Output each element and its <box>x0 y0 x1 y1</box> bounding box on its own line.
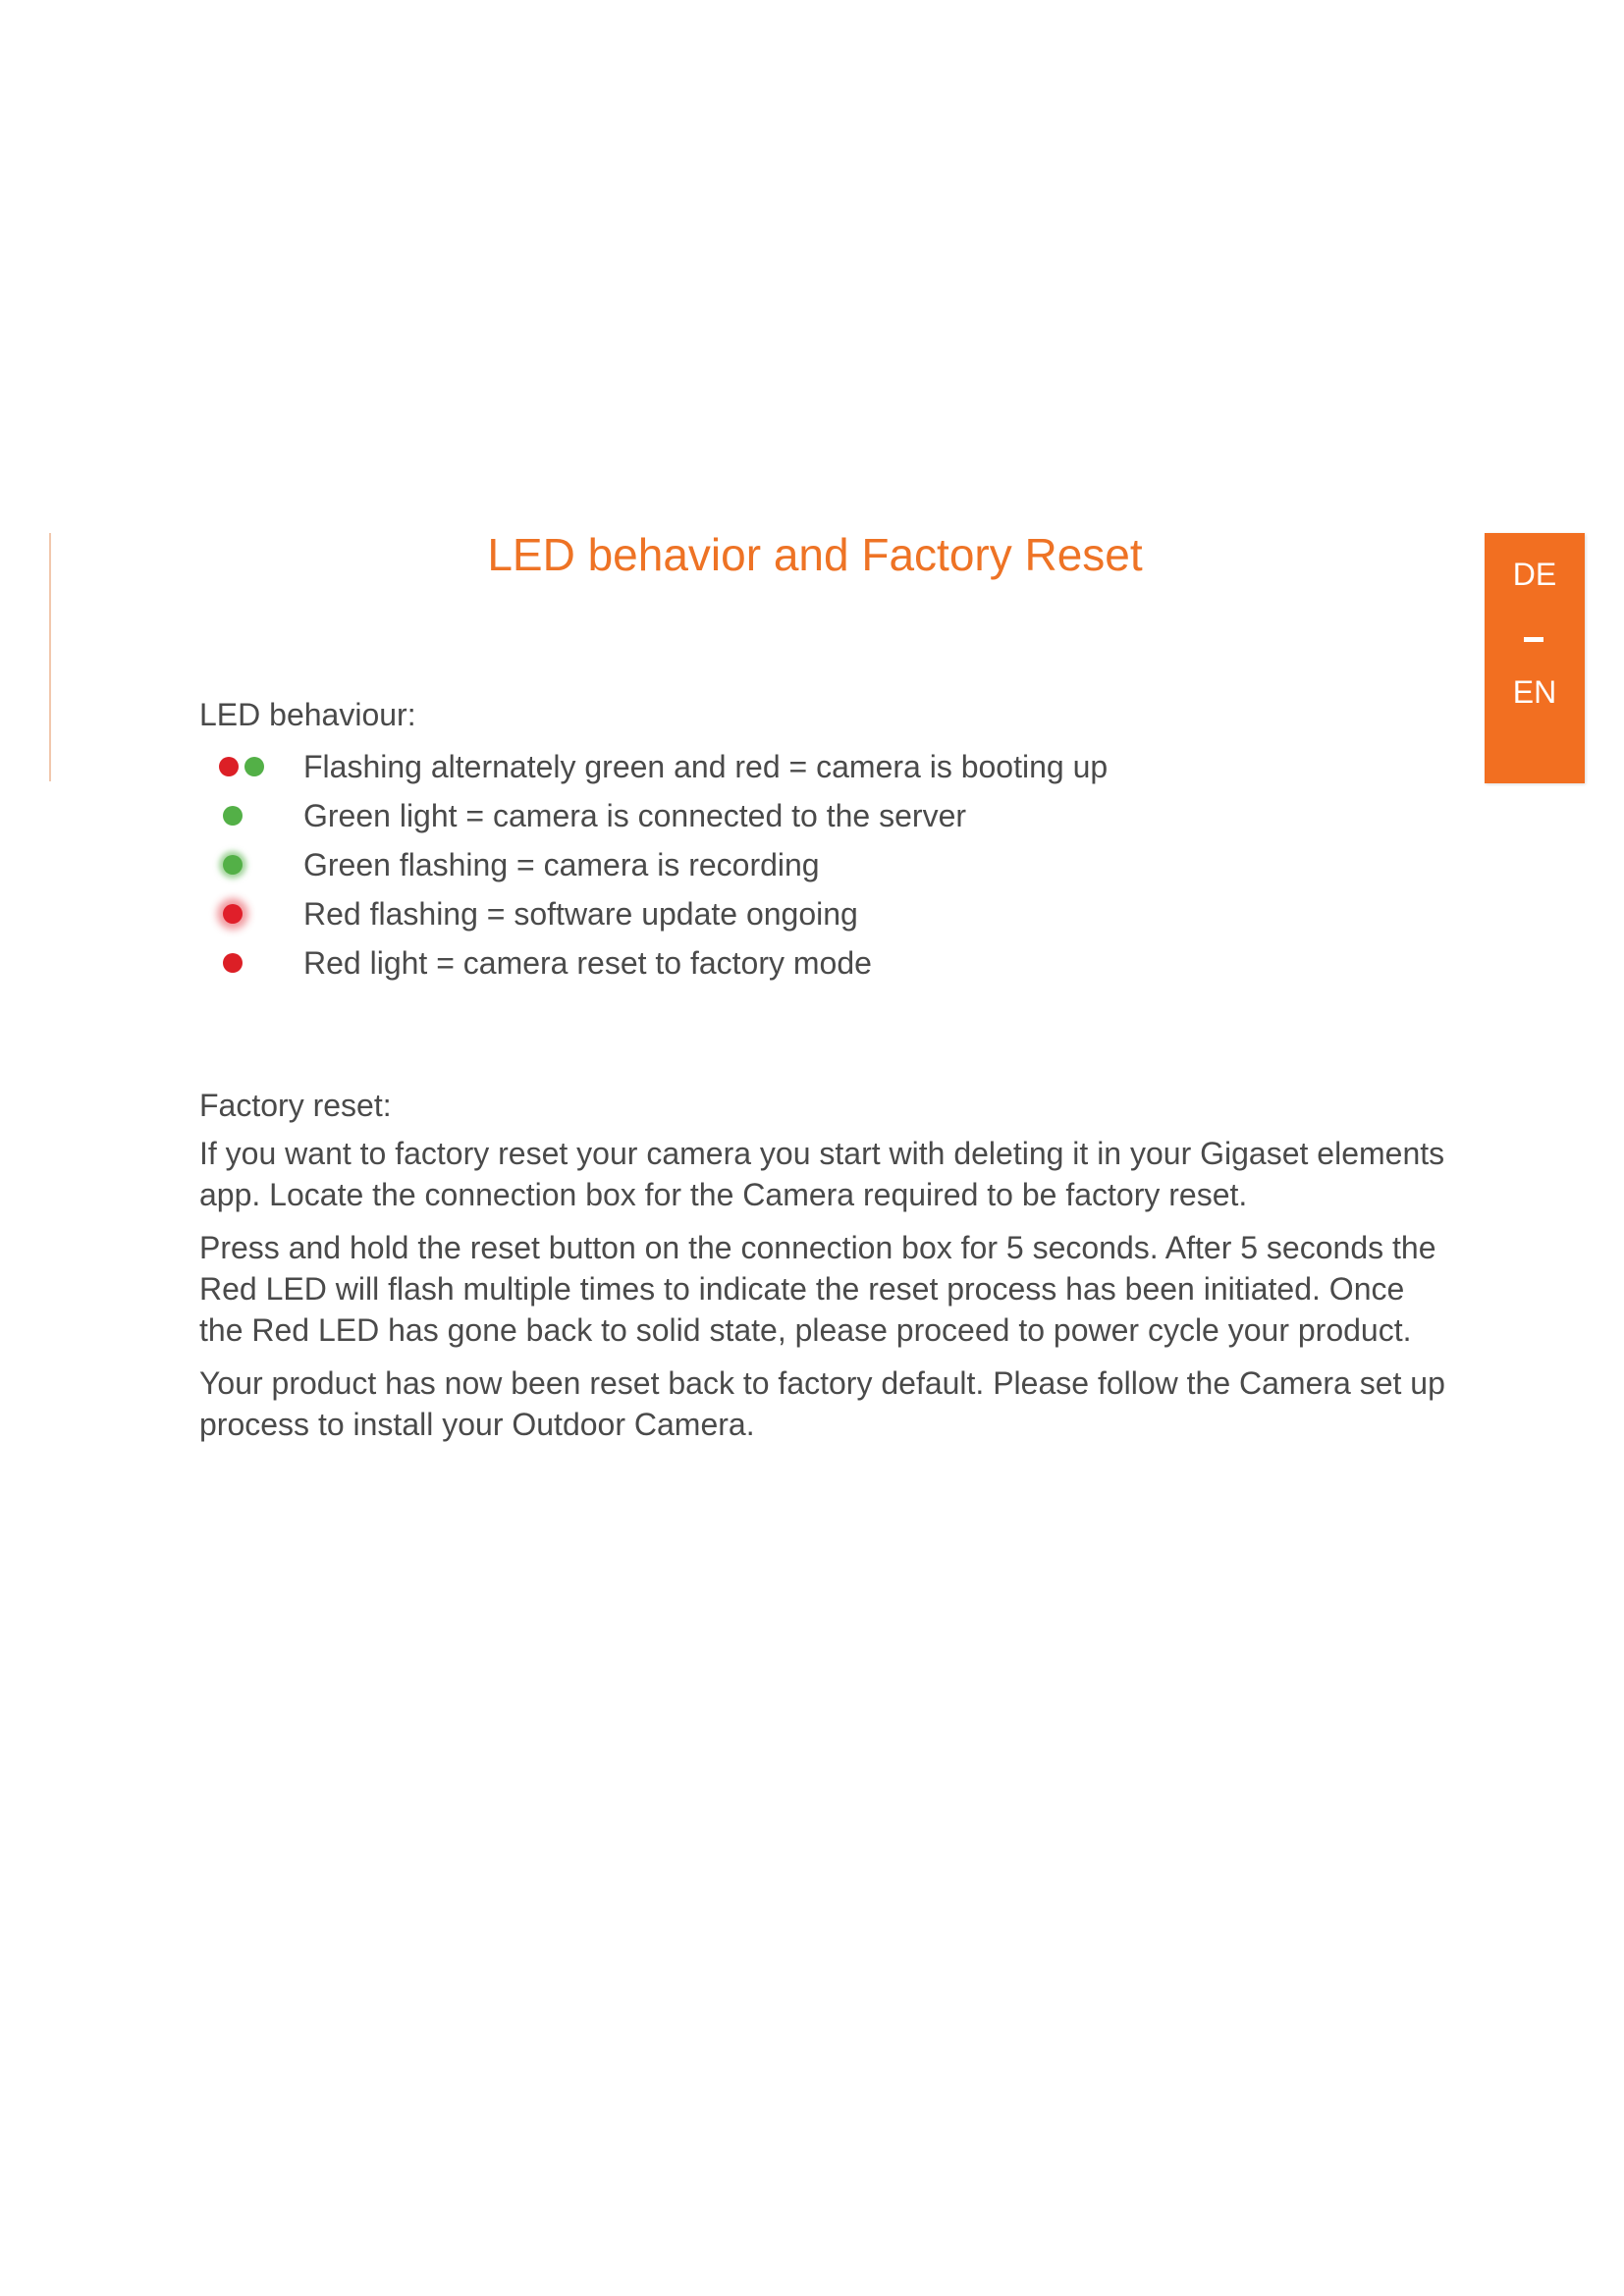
green-led-icon <box>223 806 243 826</box>
green-led-icon <box>244 757 264 776</box>
factory-reset-heading: Factory reset: <box>199 1088 392 1123</box>
led-indicator-red-green <box>209 742 278 791</box>
factory-reset-paragraph: Press and hold the reset button on the connection box for 5 seconds. After 5 seconds the Red LED will flash multiple times to indicate the reset process has been initiated. Once the Red LED has gone back to solid state, please proceed to power cycle your product. <box>199 1230 1436 1348</box>
led-row-updating <box>199 889 1446 938</box>
led-indicator-green <box>209 791 278 840</box>
led-indicator-red-flashing <box>209 889 278 938</box>
led-description: Flashing alternately green and red = camera is booting up <box>303 749 1109 784</box>
led-row-booting <box>199 742 1446 791</box>
led-row-recording <box>199 840 1446 889</box>
led-section-heading: LED behaviour: <box>199 697 416 732</box>
language-tab-en: EN <box>1512 674 1557 710</box>
led-row-factory-mode <box>199 938 1446 988</box>
page-title: LED behavior and Factory Reset <box>487 529 1143 580</box>
factory-reset-paragraph: If you want to factory reset your camera you start with deleting it in your Gigaset elements app. Locate the connection box for the Camera required to be factory reset. <box>199 1136 1445 1212</box>
led-description: Green light = camera is connected to the server <box>303 798 967 833</box>
factory-reset-section <box>199 1078 1446 1445</box>
red-led-icon <box>219 757 239 776</box>
factory-reset-paragraph: Your product has now been reset back to factory default. Please follow the Camera set up process to install your Outdoor Camera. <box>199 1365 1445 1442</box>
led-list <box>199 742 1446 988</box>
led-indicator-red <box>209 938 278 988</box>
language-tab-separator <box>1524 637 1543 642</box>
content <box>199 687 1446 1457</box>
led-indicator-green-flashing <box>209 840 278 889</box>
led-description: Red flashing = software update ongoing <box>303 896 858 932</box>
language-tab-de: DE <box>1512 557 1557 592</box>
red-led-icon <box>223 953 243 973</box>
led-description: Green flashing = camera is recording <box>303 847 820 882</box>
led-description: Red light = camera reset to factory mode <box>303 945 872 981</box>
language-tab <box>1485 533 1585 783</box>
red-flashing-led-icon <box>223 904 243 924</box>
led-row-connected <box>199 791 1446 840</box>
margin-rule <box>49 533 51 781</box>
green-flashing-led-icon <box>223 855 243 875</box>
led-section <box>199 687 1446 988</box>
